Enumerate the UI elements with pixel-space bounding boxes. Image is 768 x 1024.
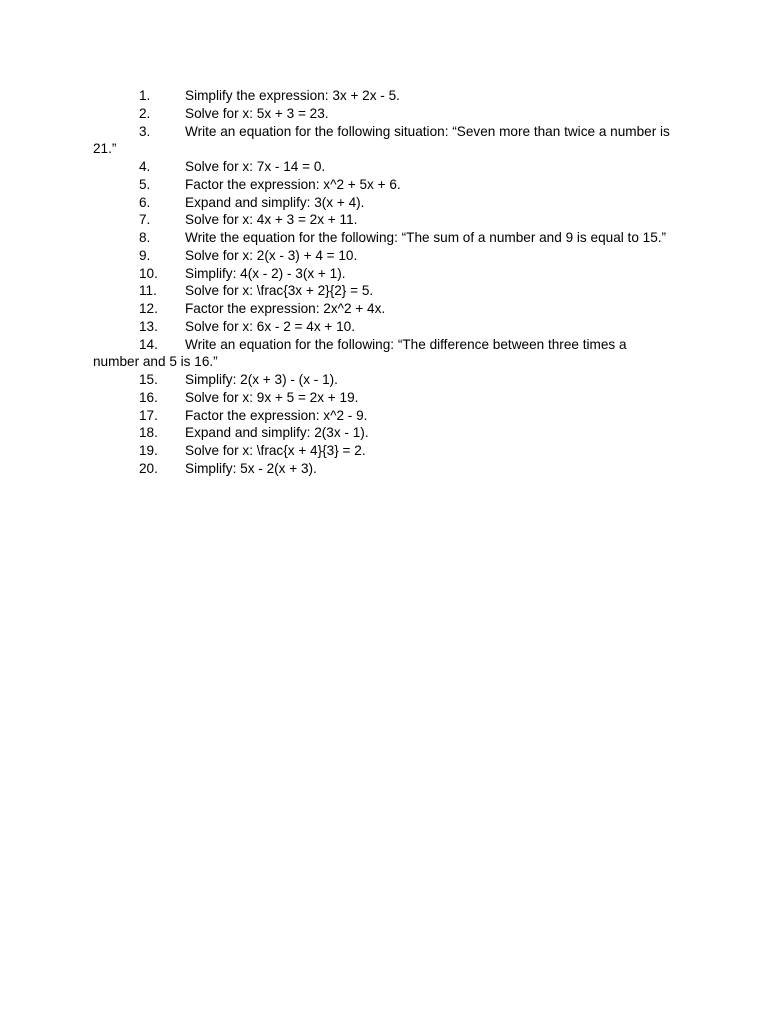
item-text: Solve for x: 5x + 3 = 23.	[185, 105, 329, 121]
item-number: 9.	[139, 247, 151, 263]
list-item	[93, 460, 673, 478]
list-item	[93, 123, 673, 159]
list-item	[93, 247, 673, 265]
item-number: 6.	[139, 194, 151, 210]
item-number: 20.	[139, 460, 158, 476]
item-text: Write an equation for the following situation: “Seven more than twice a number is 21.”	[93, 123, 670, 157]
list-item	[93, 194, 673, 212]
item-number: 7.	[139, 212, 151, 228]
item-number: 19.	[139, 443, 158, 458]
item-number: 16.	[139, 389, 158, 405]
problem-list	[93, 87, 673, 478]
list-item	[93, 229, 673, 247]
list-item	[93, 318, 673, 336]
item-text: Solve for x: 2(x - 3) + 4 = 10.	[185, 247, 358, 263]
item-text: Factor the expression: x^2 + 5x + 6.	[185, 176, 401, 192]
list-item	[93, 265, 673, 283]
item-text: Expand and simplify: 2(3x - 1).	[185, 425, 369, 441]
list-item	[93, 336, 673, 372]
list-item	[93, 424, 673, 442]
item-number: 17.	[139, 407, 158, 423]
item-text: Factor the expression: x^2 - 9.	[185, 407, 368, 423]
item-number: 14.	[139, 336, 158, 352]
item-number: 12.	[139, 301, 158, 316]
list-item	[93, 442, 673, 460]
item-text: Write an equation for the following: “The difference between three times a number and 5 is 16.”	[93, 336, 627, 370]
item-number: 5.	[139, 176, 151, 192]
item-text: Solve for x: 6x - 2 = 4x + 10.	[185, 318, 356, 334]
item-number: 8.	[139, 230, 151, 245]
item-text: Solve for x: \frac{3x + 2}{2} = 5.	[185, 283, 374, 299]
list-item	[93, 371, 673, 389]
item-text: Simplify: 5x - 2(x + 3).	[185, 460, 317, 476]
item-text: Solve for x: 4x + 3 = 2x + 11.	[185, 212, 358, 228]
item-number: 11.	[139, 283, 157, 299]
item-text: Solve for x: 7x - 14 = 0.	[185, 159, 326, 174]
item-number: 13.	[139, 318, 158, 334]
list-item	[93, 211, 673, 229]
list-item	[93, 389, 673, 407]
list-item	[93, 300, 673, 318]
item-text: Solve for x: \frac{x + 4}{3} = 2.	[185, 443, 366, 458]
item-number: 15.	[139, 372, 158, 387]
list-item	[93, 407, 673, 425]
item-number: 10.	[139, 265, 158, 281]
list-item	[93, 176, 673, 194]
item-text: Write the equation for the following: “The sum of a number and 9 is equal to 15.”	[185, 230, 667, 245]
item-number: 1.	[139, 88, 151, 103]
list-item	[93, 87, 673, 105]
item-text: Simplify: 4(x - 2) - 3(x + 1).	[185, 265, 346, 281]
list-item	[93, 282, 673, 300]
list-item	[93, 158, 673, 176]
item-number: 4.	[139, 159, 151, 174]
item-number: 3.	[139, 123, 151, 139]
item-number: 18.	[139, 425, 158, 441]
item-text: Solve for x: 9x + 5 = 2x + 19.	[185, 389, 359, 405]
item-text: Factor the expression: 2x^2 + 4x.	[185, 301, 386, 316]
item-text: Simplify the expression: 3x + 2x - 5.	[185, 88, 400, 103]
item-text: Simplify: 2(x + 3) - (x - 1).	[185, 372, 338, 387]
item-text: Expand and simplify: 3(x + 4).	[185, 194, 365, 210]
item-number: 2.	[139, 105, 151, 121]
list-item	[93, 105, 673, 123]
